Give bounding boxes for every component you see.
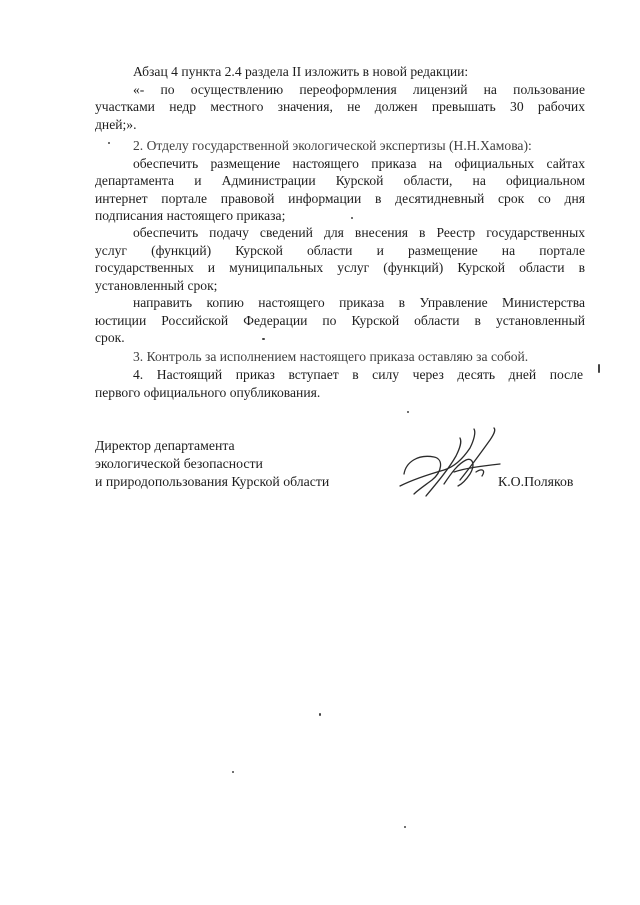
scan-speck — [351, 217, 353, 219]
scan-speck — [598, 364, 600, 373]
text-line: интернет портале правовой информации в десятидневный срок со дня — [95, 191, 585, 206]
scan-speck — [407, 411, 409, 413]
text-line: срок. — [95, 330, 125, 345]
scan-speck — [232, 771, 234, 773]
scan-speck — [404, 826, 406, 828]
scan-speck — [108, 142, 110, 144]
text-line: обеспечить размещение настоящего приказа на официальных сайтах — [133, 156, 585, 171]
text-line: установленный срок; — [95, 278, 218, 293]
text-line: первого официального опубликования. — [95, 385, 321, 400]
text-line: услуг (функций) Курской области и размещение на портале — [95, 243, 585, 258]
signatory-name: К.О.Поляков — [498, 474, 574, 489]
handwritten-signature — [396, 424, 506, 504]
text-line: «- по осуществлению переоформления лицензий на пользование — [133, 82, 585, 97]
text-line: Абзац 4 пункта 2.4 раздела II изложить в новой редакции: — [133, 64, 469, 79]
signatory-position: экологической безопасности — [95, 456, 263, 471]
text-line: государственных и муниципальных услуг (функций) Курской области в — [95, 260, 585, 275]
text-line: 2. Отделу государственной экологической экспертизы (Н.Н.Хамова): — [133, 138, 532, 153]
text-line: обеспечить подачу сведений для внесения в Реестр государственных — [133, 225, 585, 240]
signatory-position: Директор департамента — [95, 438, 235, 453]
scan-speck — [262, 338, 265, 340]
text-line: юстиции Российской Федерации по Курской области в установленный — [95, 313, 585, 328]
text-line: 4. Настоящий приказ вступает в силу через десять дней после — [133, 367, 583, 382]
text-line: 3. Контроль за исполнением настоящего приказа оставляю за собой. — [133, 349, 529, 364]
signatory-position: и природопользования Курской области — [95, 474, 330, 489]
text-line: направить копию настоящего приказа в Управление Министерства — [133, 295, 585, 310]
text-line: участками недр местного значения, не должен превышать 30 рабочих — [95, 99, 585, 114]
text-line: дней;». — [95, 117, 137, 132]
scan-speck — [319, 713, 321, 716]
text-line: подписания настоящего приказа; — [95, 208, 286, 223]
text-line: департамента и Администрации Курской области, на официальном — [95, 173, 585, 188]
